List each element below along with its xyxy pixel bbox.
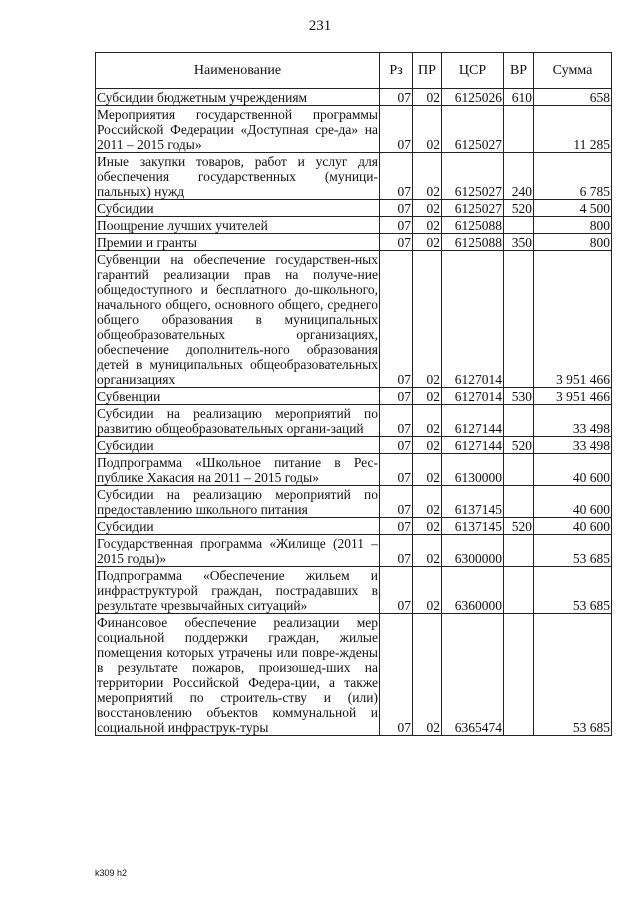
- table-row: [96, 405, 612, 437]
- cell-sum: 800: [534, 234, 612, 251]
- cell-vr: [504, 535, 534, 567]
- cell-rz: 07: [380, 518, 413, 535]
- cell-vr: [504, 251, 534, 388]
- cell-csr: 6125027: [442, 106, 504, 153]
- cell-name: Субсидии на реализацию мероприятий по развитию общеобразовательных органи-заций: [97, 406, 378, 436]
- table-row: [96, 153, 612, 200]
- cell-name: Подпрограмма «Школьное питание в Рес-публике Хакасия на 2011 – 2015 годы»: [97, 455, 378, 485]
- cell-csr: 6125088: [442, 217, 504, 234]
- cell-rz: 07: [380, 251, 413, 388]
- cell-sum: 4 500: [534, 200, 612, 217]
- cell-csr: 6137145: [442, 486, 504, 518]
- cell-rz: 07: [380, 486, 413, 518]
- cell-vr: [504, 567, 534, 614]
- table-row: [96, 535, 612, 567]
- cell-name: Субвенции: [96, 388, 380, 405]
- cell-name: Субсидии бюджетным учреждениям: [96, 89, 380, 106]
- cell-pr: 02: [413, 535, 442, 567]
- cell-rz: 07: [380, 217, 413, 234]
- cell-sum: 40 600: [534, 454, 612, 486]
- cell-pr: 02: [413, 251, 442, 388]
- cell-csr: 6125026: [442, 89, 504, 106]
- cell-vr: [504, 486, 534, 518]
- table-row: [96, 567, 612, 614]
- header-pr: ПР: [413, 53, 442, 89]
- cell-sum: 800: [534, 217, 612, 234]
- cell-name: Субвенции на обеспечение государствен-ных гарантий реализации прав на получе-ние общедоступного и бесплатного до-школьного, начального общего, основного общего, среднего общего образования в муниципальных общеобразовательных организациях, обеспечение дополнитель-ного образования детей в муниципальных общеобразовательных организациях: [97, 252, 378, 387]
- footer-code: k309 h2: [95, 868, 128, 878]
- cell-vr: [504, 405, 534, 437]
- cell-sum: 33 498: [534, 405, 612, 437]
- cell-vr: [504, 614, 534, 736]
- header-rz: Рз: [380, 53, 413, 89]
- table-row: [96, 89, 612, 106]
- cell-rz: 07: [380, 234, 413, 251]
- header-vr: ВР: [504, 53, 534, 89]
- cell-rz: 07: [380, 106, 413, 153]
- cell-vr: [504, 106, 534, 153]
- table-row: [96, 234, 612, 251]
- cell-rz: 07: [380, 153, 413, 200]
- table-row: [96, 614, 612, 736]
- cell-sum: 53 685: [534, 614, 612, 736]
- cell-vr: 520: [504, 518, 534, 535]
- cell-csr: 6365474: [442, 614, 504, 736]
- cell-pr: 02: [413, 234, 442, 251]
- table-row: [96, 518, 612, 535]
- cell-vr: [504, 454, 534, 486]
- cell-vr: 240: [504, 153, 534, 200]
- cell-csr: 6125088: [442, 234, 504, 251]
- cell-sum: 53 685: [534, 567, 612, 614]
- cell-name: Мероприятия государственной программы Российской Федерации «Доступная сре-да» на 2011 – 2015 годы»: [97, 107, 378, 152]
- cell-vr: 610: [504, 89, 534, 106]
- cell-name: Премии и гранты: [96, 234, 380, 251]
- cell-pr: 02: [413, 89, 442, 106]
- cell-name: Иные закупки товаров, работ и услуг для обеспечения государственных (муници-пальных) нужд: [97, 154, 378, 199]
- page-number: 231: [308, 18, 332, 34]
- cell-pr: 02: [413, 405, 442, 437]
- cell-vr: [504, 217, 534, 234]
- cell-rz: 07: [380, 405, 413, 437]
- cell-csr: 6300000: [442, 535, 504, 567]
- cell-name: Финансовое обеспечение реализации мер социальной поддержки граждан, жилые помещения которых утрачены или повре-ждены в результате пожаров, произошед-ших на территории Российской Федера-ции, а также мероприятий по строитель-ству и (или) восстановлению объектов коммунальной и социальной инфраструк-туры: [97, 615, 378, 735]
- cell-csr: 6127144: [442, 437, 504, 454]
- cell-csr: 6127014: [442, 388, 504, 405]
- table-row: [96, 388, 612, 405]
- cell-name: Поощрение лучших учителей: [96, 217, 380, 234]
- cell-rz: 07: [380, 567, 413, 614]
- cell-rz: 07: [380, 200, 413, 217]
- cell-sum: 3 951 466: [534, 388, 612, 405]
- cell-sum: 40 600: [534, 518, 612, 535]
- cell-sum: 658: [534, 89, 612, 106]
- table-row: [96, 251, 612, 388]
- cell-vr: 520: [504, 200, 534, 217]
- budget-table: [95, 52, 612, 736]
- cell-rz: 07: [380, 437, 413, 454]
- cell-vr: 530: [504, 388, 534, 405]
- table-row: [96, 454, 612, 486]
- cell-name: Субсидии: [96, 437, 380, 454]
- cell-sum: 40 600: [534, 486, 612, 518]
- cell-sum: 3 951 466: [534, 251, 612, 388]
- cell-sum: 6 785: [534, 153, 612, 200]
- cell-name: Субсидии: [96, 518, 380, 535]
- table-row: [96, 437, 612, 454]
- cell-pr: 02: [413, 153, 442, 200]
- header-sum: Сумма: [534, 53, 612, 89]
- table-row: [96, 200, 612, 217]
- cell-name: Субсидии: [96, 200, 380, 217]
- cell-pr: 02: [413, 388, 442, 405]
- cell-rz: 07: [380, 454, 413, 486]
- cell-pr: 02: [413, 200, 442, 217]
- cell-rz: 07: [380, 535, 413, 567]
- cell-rz: 07: [380, 614, 413, 736]
- cell-sum: 53 685: [534, 535, 612, 567]
- cell-pr: 02: [413, 454, 442, 486]
- cell-csr: 6130000: [442, 454, 504, 486]
- cell-rz: 07: [380, 89, 413, 106]
- cell-name: Субсидии на реализацию мероприятий по предоставлению школьного питания: [97, 487, 378, 517]
- table-header-row: [96, 53, 612, 89]
- cell-rz: 07: [380, 388, 413, 405]
- cell-pr: 02: [413, 567, 442, 614]
- table-row: [96, 106, 612, 153]
- cell-sum: 11 285: [534, 106, 612, 153]
- cell-vr: 350: [504, 234, 534, 251]
- cell-csr: 6127014: [442, 251, 504, 388]
- cell-csr: 6125027: [442, 200, 504, 217]
- cell-pr: 02: [413, 614, 442, 736]
- cell-pr: 02: [413, 106, 442, 153]
- cell-name: Подпрограмма «Обеспечение жильем и инфраструктурой граждан, пострадавших в результате чрезвычайных ситуаций»: [97, 568, 378, 613]
- table-row: [96, 486, 612, 518]
- cell-csr: 6137145: [442, 518, 504, 535]
- cell-csr: 6127144: [442, 405, 504, 437]
- cell-pr: 02: [413, 217, 442, 234]
- cell-sum: 33 498: [534, 437, 612, 454]
- cell-csr: 6360000: [442, 567, 504, 614]
- cell-pr: 02: [413, 437, 442, 454]
- header-name: Наименование: [96, 53, 380, 89]
- cell-csr: 6125027: [442, 153, 504, 200]
- cell-pr: 02: [413, 518, 442, 535]
- cell-vr: 520: [504, 437, 534, 454]
- table-row: [96, 217, 612, 234]
- header-csr: ЦСР: [442, 53, 504, 89]
- cell-name: Государственная программа «Жилище (2011 – 2015 годы)»: [97, 536, 378, 566]
- table-body: [96, 89, 612, 736]
- cell-pr: 02: [413, 486, 442, 518]
